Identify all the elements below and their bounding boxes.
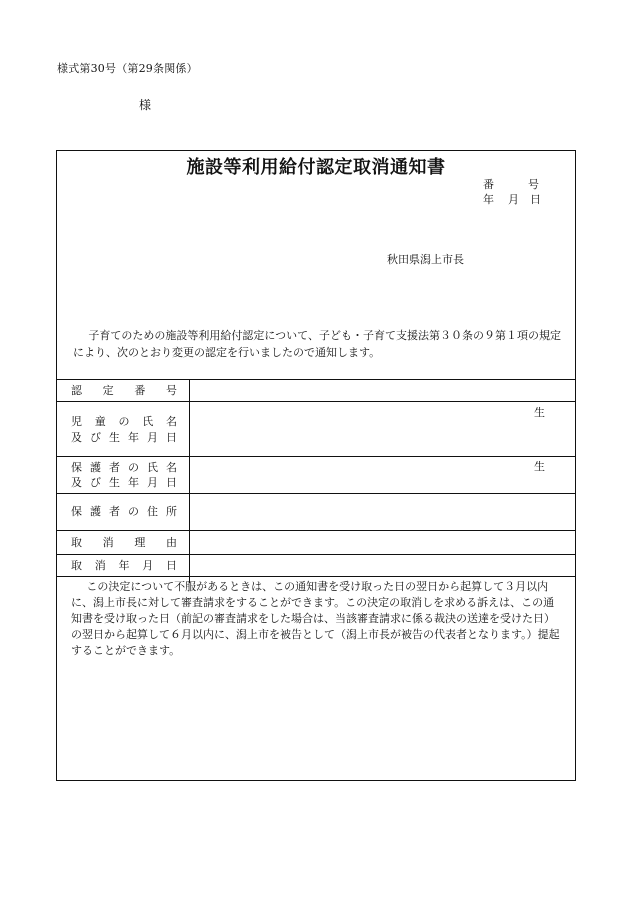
label-guardian-name: 保護者の氏名 [71,461,177,474]
table-top-border [57,379,575,380]
notice-form-frame [56,150,576,781]
child-birth-suffix: 生 [534,406,545,419]
label-cancellation-reason: 取消理由 [71,536,177,549]
guardian-birth-suffix: 生 [534,460,545,473]
date-day-label: 日 [530,193,541,206]
row-divider [57,554,575,555]
row-divider [57,456,575,457]
addressee-honorific: 様 [139,98,152,112]
body-paragraph: 子育てのための施設等利用給付認定について、子ども・子育て支援法第３０条の９第１項の規定により、次のとおり変更の認定を行いましたので通知します。 [73,329,561,359]
label-guardian-birthdate: 及び生年月日 [71,476,177,489]
label-column-divider [189,379,190,583]
form-number: 様式第30号（第29条関係） [57,62,198,75]
label-cancellation-date: 取消年月日 [71,559,177,572]
label-child-birthdate: 及び生年月日 [71,431,177,444]
issuer-name: 秋田県潟上市長 [387,253,464,266]
row-divider [57,401,575,402]
label-guardian-address: 保護者の住所 [71,505,177,518]
number-label: 番 [483,178,494,191]
document-title: 施設等利用給付認定取消通知書 [186,157,446,178]
label-child-name: 児童の氏名 [71,415,177,428]
number-suffix: 号 [528,178,539,191]
row-divider [57,493,575,494]
table-bottom-border [57,576,575,577]
date-year-label: 年 [483,193,494,206]
appeal-notice: この決定について不服があるときは、この通知書を受け取った日の翌日から起算して３月以内に、潟上市長に対して審査請求をすることができます。この決定の取消しを求める訴えは、この通知書を受け取った日（前記の審査請求をした場合は、当該審査請求に係る裁決の送達を受けた日）の翌日から起算して６月以内に、潟上市を被告として（潟上市長が被告の代表者となります。）提起することができます。 [71,580,560,657]
date-month-label: 月 [508,193,519,206]
row-divider [57,530,575,531]
label-certification-number: 認定番号 [71,384,177,397]
